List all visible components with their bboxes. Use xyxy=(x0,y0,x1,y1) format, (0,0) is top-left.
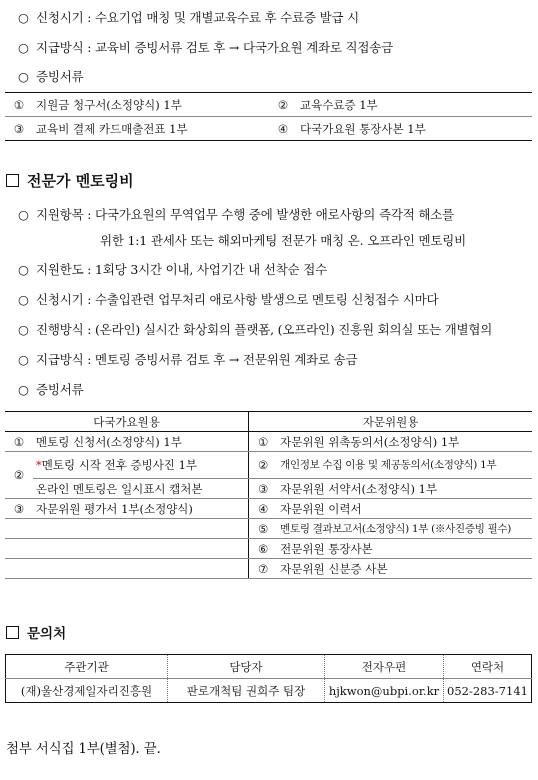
section-heading-mentoring: 전문가 멘토링비 xyxy=(6,170,134,191)
column-header: 자문위원용 xyxy=(249,412,532,432)
phone-cell: 052-283-7141 xyxy=(444,679,532,703)
column-header: 다국가요원용 xyxy=(5,412,249,432)
contact-table xyxy=(5,654,532,703)
table-row: ② *멘토링 시작 전후 증빙사진 1부 ② 개인정보 수집 이용 및 제공동의서(소정양식) 1부 xyxy=(5,452,532,479)
checkbox-square-icon xyxy=(6,174,19,187)
payment-method-line: ○ 지급방식 : 멘토링 증빙서류 검토 후 → 전문위원 계좌로 송금 xyxy=(18,352,358,367)
evidence-docs-line: ○ 증빙서류 xyxy=(18,69,84,84)
mentoring-docs-table xyxy=(5,411,532,579)
column-header: 주관기관 xyxy=(6,655,168,679)
email-cell[interactable]: hjkwon@ubpi.or.kr xyxy=(325,679,444,703)
table-row: ③ 교육비 결제 카드매출전표 1부 ④ 다국가요원 통장사본 1부 xyxy=(13,121,426,136)
column-header: 전자우편 xyxy=(325,655,444,679)
section-heading-contact: 문의처 xyxy=(6,622,66,642)
bullet-icon: ○ xyxy=(18,352,29,367)
bullet-icon: ○ xyxy=(18,322,29,337)
contact-person-cell: 판로개척팀 권희주 팀장 xyxy=(168,679,325,703)
checkbox-square-icon xyxy=(6,626,19,639)
payment-method-line: ○ 지급방식 : 교육비 증빙서류 검토 후 → 다국가요원 계좌로 직접송금 xyxy=(18,40,393,55)
table-row: ③ 자문위원 평가서 1부(소정양식) ④ 자문위원 이력서 xyxy=(5,499,532,519)
support-limit-line: ○ 지원한도 : 1회당 3시간 이내, 사업기간 내 선착순 접수 xyxy=(18,262,327,277)
table-row: ⑥ 전문위원 통장사본 xyxy=(5,539,532,559)
evidence-docs-line: ○ 증빙서류 xyxy=(18,382,84,397)
table-row: ① 지원금 청구서(소정양식) 1부 ② 교육수료증 1부 xyxy=(5,93,532,117)
apply-timing-line: ○ 신청시기 : 수요기업 매칭 및 개별교육수료 후 수료증 발급 시 xyxy=(18,10,359,25)
evidence-docs-table xyxy=(5,92,532,141)
bullet-icon: ○ xyxy=(18,292,29,307)
bullet-icon: ○ xyxy=(18,69,29,84)
column-header: 연락처 xyxy=(444,655,532,679)
progress-method-line: ○ 진행방식 : (온라인) 실시간 화상회의 플랫폼, (오프라인) 진흥원 회의실 또는 개별협의 xyxy=(18,322,493,337)
table-header-row xyxy=(6,655,532,679)
support-item-line-cont: 위한 1:1 관세사 또는 해외마케팅 전문가 매칭 온. 오프라인 멘토링비 xyxy=(100,233,467,248)
table-row xyxy=(6,679,532,703)
bullet-icon: ○ xyxy=(18,382,29,397)
bullet-icon: ○ xyxy=(18,262,29,277)
table-row: ⑦ 자문위원 신분증 사본 xyxy=(5,559,532,579)
column-header: 담당자 xyxy=(168,655,325,679)
table-row: ⑤ 멘토링 결과보고서(소정양식) 1부 (※사진증빙 필수) xyxy=(5,519,532,539)
bullet-icon: ○ xyxy=(18,10,29,25)
bullet-icon: ○ xyxy=(18,40,29,55)
table-header-row xyxy=(5,412,532,432)
attachment-footer: 첨부 서식집 1부(별첨). 끝. xyxy=(6,741,161,757)
bullet-icon: ○ xyxy=(18,207,29,222)
apply-timing-line: ○ 신청시기 : 수출입관련 업무처리 애로사항 발생으로 멘토링 신청접수 시마다 xyxy=(18,292,439,307)
org-cell: (재)울산경제일자리진흥원 xyxy=(20,683,153,698)
table-row: ① 멘토링 신청서(소정양식) 1부 ① 자문위원 위촉동의서(소정양식) 1부 xyxy=(5,432,532,452)
support-item-line: ○ 지원항목 : 다국가요원의 무역업무 수행 중에 발생한 애로사항의 즉각적 해소를 xyxy=(18,207,454,222)
table-row: 온라인 멘토링은 일시표시 캡처본 ③ 자문위원 서약서(소정양식) 1부 xyxy=(5,479,532,499)
